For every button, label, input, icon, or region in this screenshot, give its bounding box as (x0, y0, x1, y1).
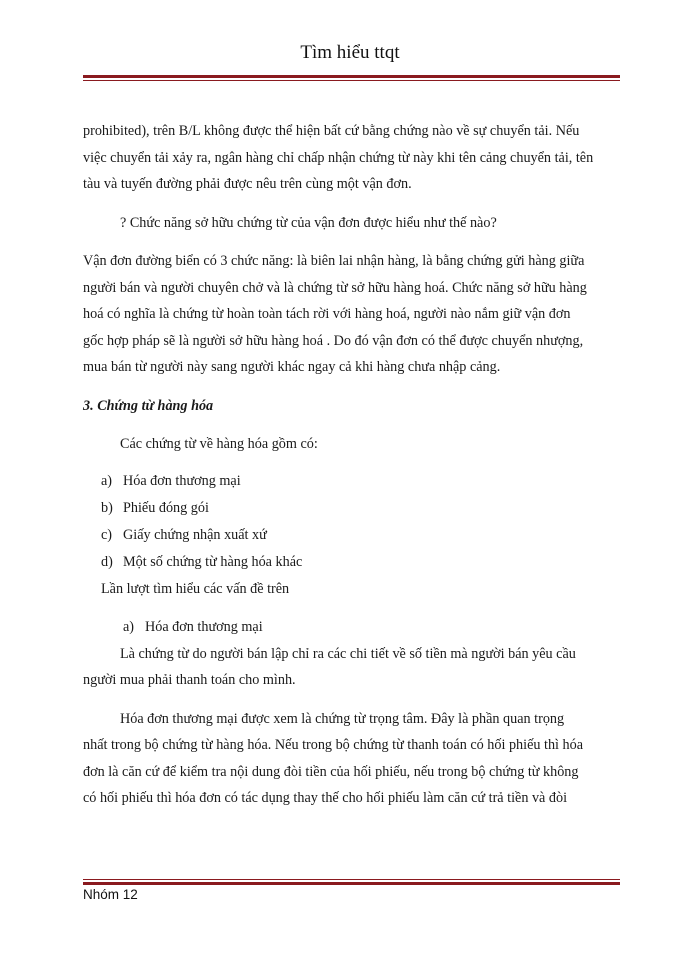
intro-line: Các chứng từ về hàng hóa gồm có: (120, 436, 318, 452)
paragraph-line: Vận đơn đường biển có 3 chức năng: là biên lai nhận hàng, là bằng chứng gửi hàng giữa (83, 253, 585, 269)
paragraph-line: mua bán từ người này sang người khác ngay cả khi hàng chưa nhập cảng. (83, 359, 501, 375)
sub-heading: a) Hóa đơn thương mại (123, 619, 263, 635)
page-body (83, 118, 623, 812)
list-item: d) Một số chứng từ hàng hóa khác (101, 553, 303, 570)
header-rule-top (83, 75, 620, 78)
paragraph-line: Là chứng từ do người bán lập chỉ ra các chi tiết về số tiền mà người bán yêu cầu (120, 645, 576, 662)
footer-rule-bottom (83, 882, 620, 885)
question-line: ? Chức năng sở hữu chứng từ của vận đơn được hiểu như thế nào? (120, 214, 497, 231)
footer-text: Nhóm 12 (83, 887, 138, 902)
list-item: c) Giấy chứng nhận xuất xứ (101, 526, 267, 543)
paragraph-line: prohibited), trên B/L không được thể hiện bất cứ bằng chứng nào về sự chuyển tải. Nếu (83, 123, 580, 139)
list-item: a) Hóa đơn thương mại (101, 472, 241, 489)
paragraph-line: việc chuyển tải xảy ra, ngân hàng chỉ chấp nhận chứng từ này khi tên cảng chuyển tải, tên (83, 149, 594, 166)
list-item: b) Phiếu đóng gói (101, 499, 209, 516)
section-heading: 3. Chứng từ hàng hóa (83, 397, 214, 414)
paragraph-line: người mua phải thanh toán cho mình. (83, 672, 296, 688)
paragraph-line: Hóa đơn thương mại được xem là chứng từ trọng tâm. Đây là phần quan trọng (120, 710, 565, 727)
paragraph-line: tàu và tuyến đường phải được nêu trên cùng một vận đơn. (83, 176, 412, 192)
paragraph-line: nhất trong bộ chứng từ hàng hóa. Nếu trong bộ chứng từ thanh toán có hối phiếu thì hóa (83, 737, 584, 753)
paragraph-line: hoá có nghĩa là chứng từ hoàn toàn tách rời với hàng hoá, người nào nắm giữ vận đơn (83, 306, 571, 322)
paragraph-line: người bán và người chuyên chở và là chứng từ sở hữu hàng hoá. Chức năng sở hữu hàng (83, 279, 587, 296)
header-title: Tìm hiểu ttqt (300, 42, 400, 63)
after-list-line: Lần lượt tìm hiểu các vấn đề trên (101, 580, 290, 597)
paragraph-line: có hối phiếu thì hóa đơn có tác dụng thay thế cho hối phiếu làm căn cứ trả tiền và đòi (83, 790, 568, 806)
footer-rule-top (83, 879, 620, 880)
document-list (83, 468, 623, 576)
header-rule-bottom (83, 80, 620, 81)
paragraph-line: đơn là căn cứ để kiểm tra nội dung đòi tiền của hối phiếu, nếu trong bộ chứng từ không (83, 763, 579, 780)
paragraph-line: gốc hợp pháp sẽ là người sở hữu hàng hoá . Do đó vận đơn có thể được chuyển nhượng, (83, 332, 584, 349)
